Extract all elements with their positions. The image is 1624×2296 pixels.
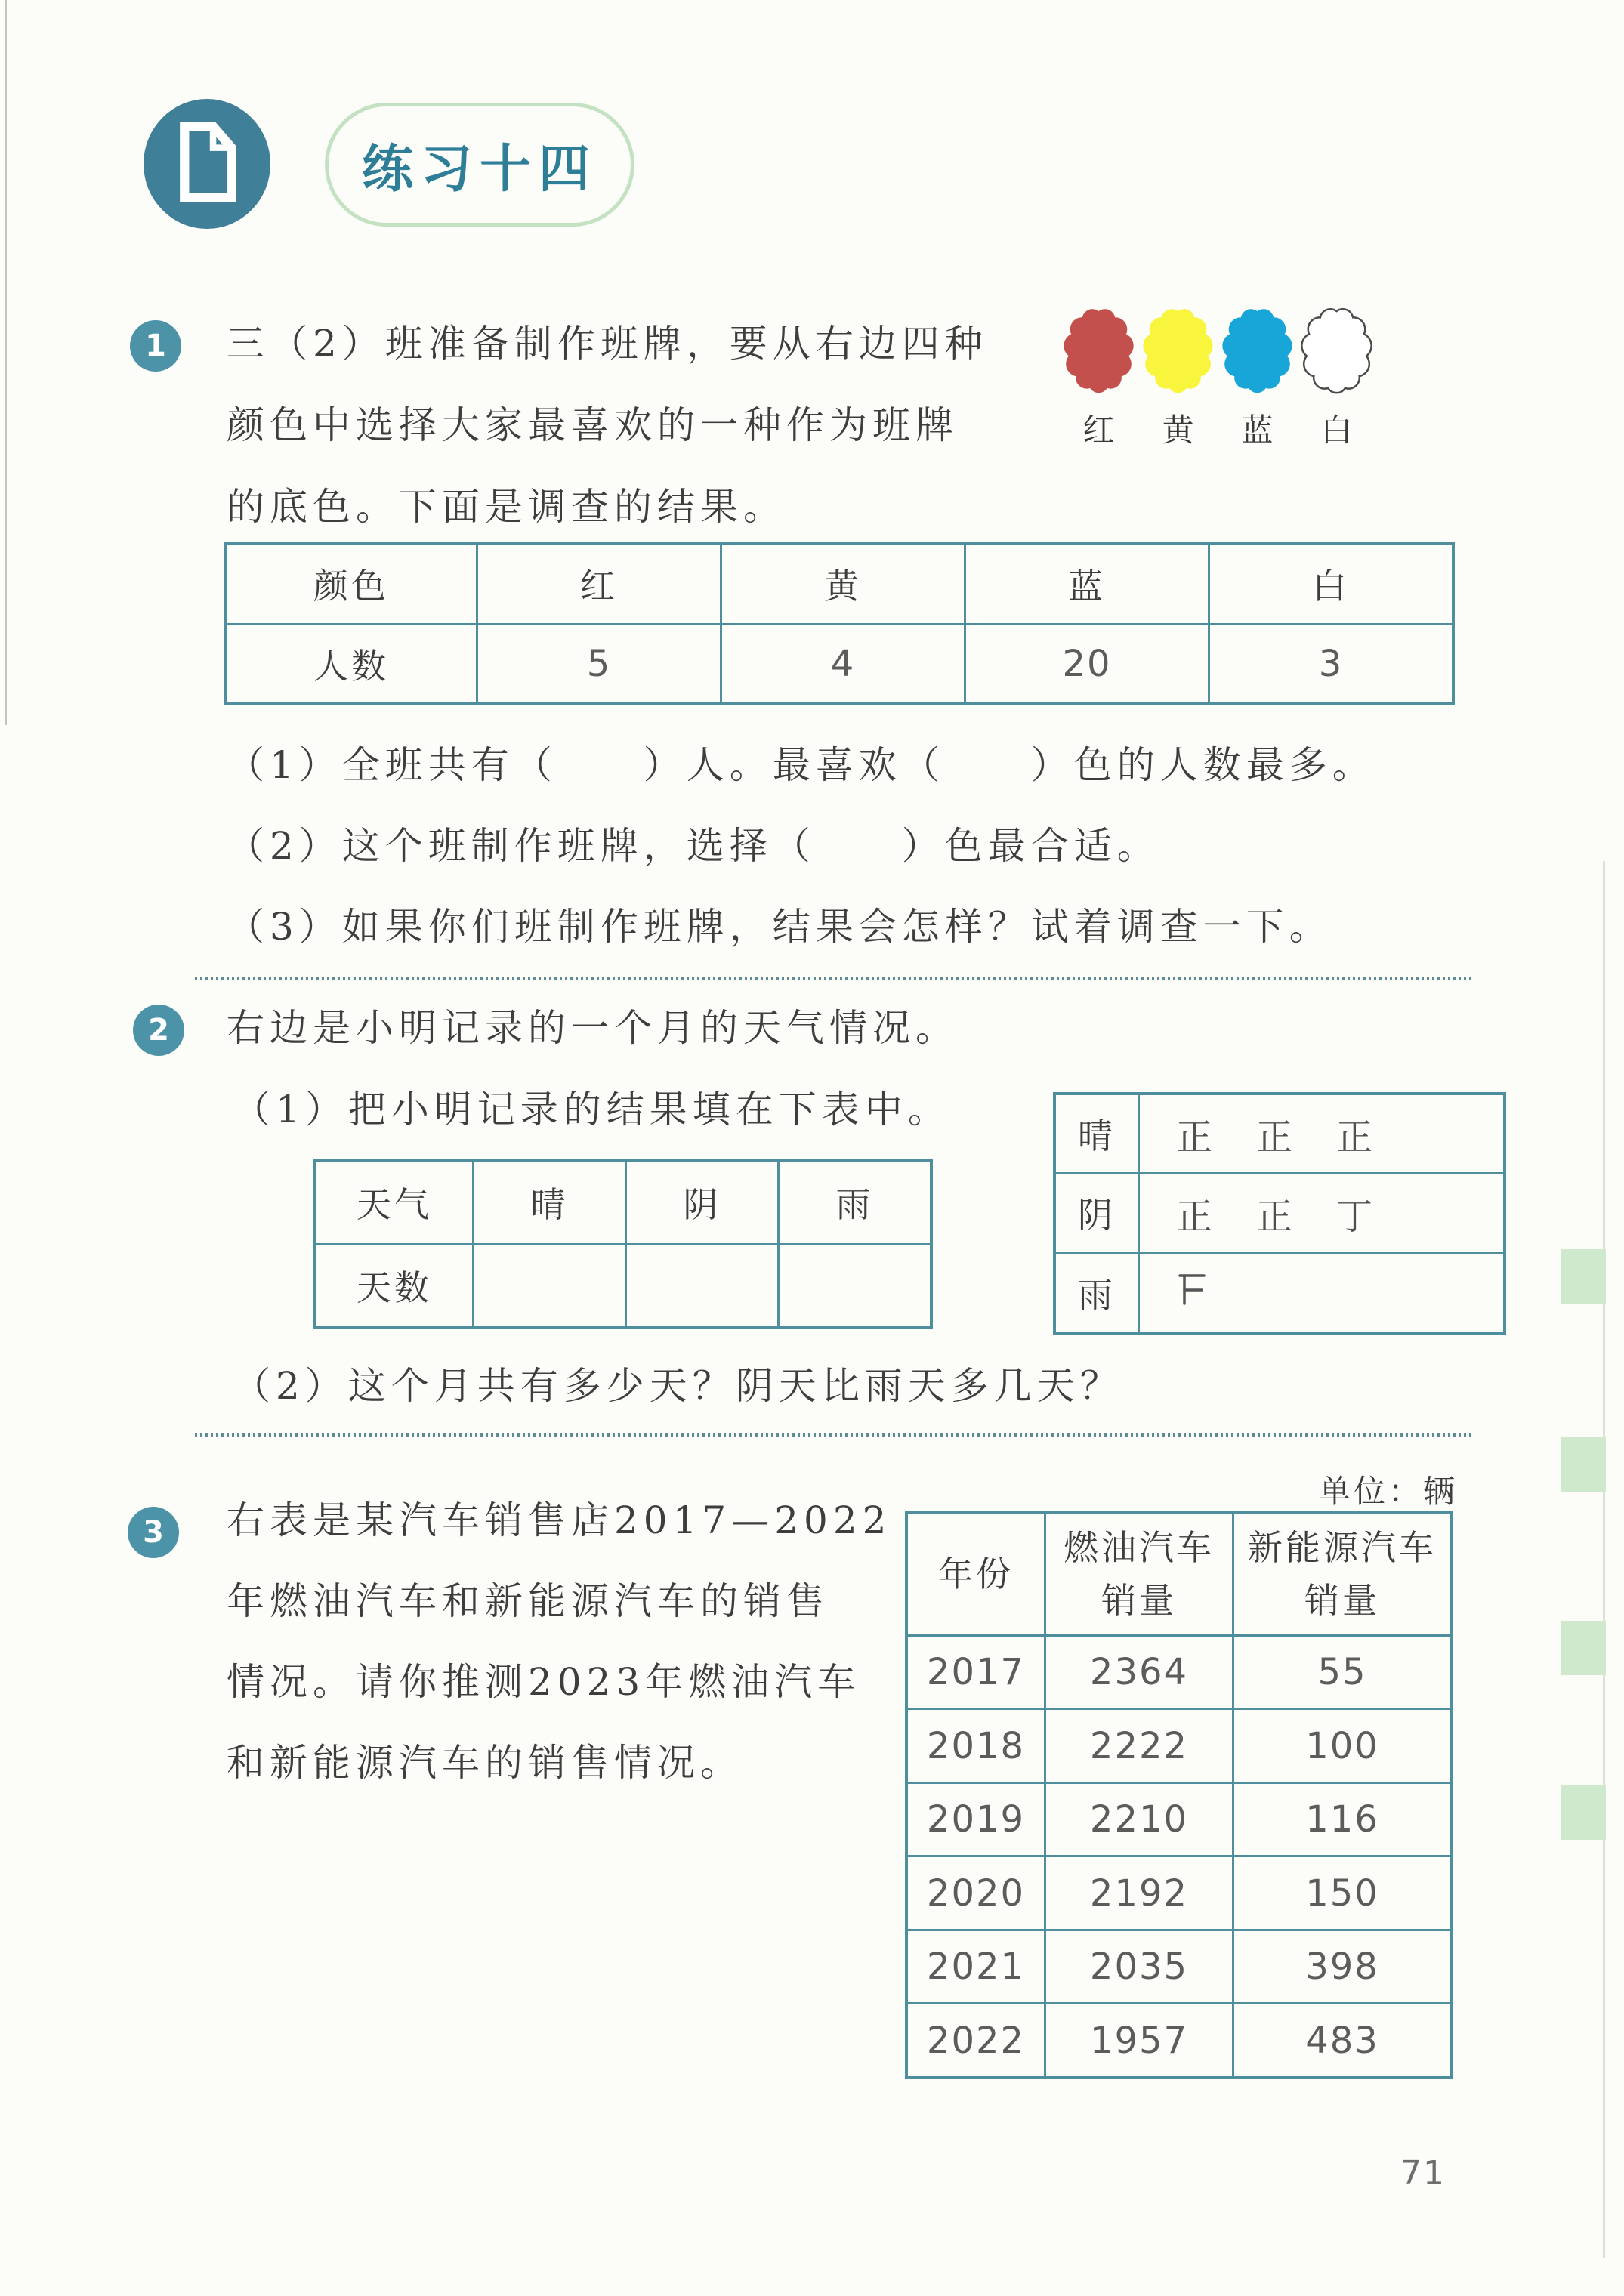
problem-3-number: 3 xyxy=(143,1515,164,1550)
sales-column-header xyxy=(908,1514,1044,1634)
sales-year-cell: 2021 xyxy=(908,1931,1044,2003)
sales-value-cell: 100 xyxy=(1234,1710,1450,1782)
tally-mark: 正 xyxy=(1256,1116,1293,1159)
sales-value-cell: 116 xyxy=(1234,1784,1450,1856)
sales-value-cell: 55 xyxy=(1234,1637,1450,1708)
sales-column-header-line: 销量 xyxy=(1101,1579,1177,1621)
tally-marks-cell xyxy=(1140,1174,1503,1251)
color-swatch-黄 xyxy=(1141,304,1215,451)
page-right-edge-line xyxy=(1603,861,1605,2258)
tally-marks-cell xyxy=(1140,1254,1503,1332)
tally-three-mark xyxy=(1176,1270,1206,1316)
sales-column-header xyxy=(1046,1514,1232,1634)
page-left-edge-line xyxy=(5,0,7,725)
section-edge-tab xyxy=(1561,1249,1606,1304)
survey-row-label: 颜色 xyxy=(227,545,476,623)
tally-row-label: 阴 xyxy=(1056,1174,1138,1251)
sales-column-header-line: 销量 xyxy=(1304,1579,1380,1621)
swatch-label: 白 xyxy=(1320,412,1353,449)
survey-header-cell: 红 xyxy=(478,545,720,623)
sales-year-cell: 2020 xyxy=(908,1857,1044,1929)
weather-count-table xyxy=(313,1159,933,1329)
flower-icon xyxy=(1141,304,1215,398)
sales-year-cell: 2022 xyxy=(908,2004,1044,2076)
exercise-title: 练习十四 xyxy=(361,138,597,199)
survey-value-cell: 4 xyxy=(722,625,964,703)
tally-mark: 正 xyxy=(1336,1116,1373,1159)
survey-row-label: 人数 xyxy=(227,625,476,703)
sales-value-cell: 2192 xyxy=(1046,1857,1232,1929)
color-swatch-白 xyxy=(1299,304,1374,451)
sales-year-cell: 2017 xyxy=(908,1637,1044,1708)
problem-1-badge xyxy=(130,320,181,372)
weather-empty-cell xyxy=(627,1245,777,1327)
problem-1-number: 1 xyxy=(145,329,166,363)
sales-value-cell: 2364 xyxy=(1046,1637,1232,1708)
section-divider-1 xyxy=(195,977,1473,980)
weather-row-label: 天数 xyxy=(316,1245,472,1327)
section-divider-2 xyxy=(195,1433,1473,1437)
weather-row-label: 天气 xyxy=(316,1162,472,1243)
problem-2-intro: 右边是小明记录的一个月的天气情况。 xyxy=(227,1006,959,1050)
problem-3-line-1: 右表是某汽车销售店2017—2022 xyxy=(227,1498,892,1542)
sales-value-cell: 2210 xyxy=(1046,1784,1232,1856)
swatch-label: 蓝 xyxy=(1241,412,1274,449)
sales-value-cell: 1957 xyxy=(1046,2004,1232,2076)
survey-value-cell: 5 xyxy=(478,625,720,703)
weather-header-cell: 阴 xyxy=(627,1162,777,1243)
tally-mark: 正 xyxy=(1256,1195,1293,1238)
sales-value-cell: 150 xyxy=(1234,1857,1450,1929)
swatch-label: 黄 xyxy=(1162,412,1194,449)
sales-year-cell: 2019 xyxy=(908,1784,1044,1856)
flower-icon xyxy=(1220,304,1295,398)
survey-value-cell: 3 xyxy=(1210,625,1452,703)
unit-note: 单位：辆 xyxy=(1318,1473,1458,1510)
section-edge-tab xyxy=(1561,1785,1606,1840)
weather-empty-cell xyxy=(474,1245,625,1327)
page-number: 71 xyxy=(1400,2154,1446,2193)
exercise-header-circle xyxy=(144,99,270,229)
sales-value-cell: 2222 xyxy=(1046,1710,1232,1782)
problem-1-line-3: 的底色。下面是调查的结果。 xyxy=(227,485,786,529)
weather-header-cell: 晴 xyxy=(474,1162,625,1243)
weather-empty-cell xyxy=(780,1245,930,1327)
section-edge-tab xyxy=(1561,1437,1606,1492)
car-sales-table xyxy=(905,1511,1453,2079)
problem-1-subquestion-3: （3）如果你们班制作班牌，结果会怎样？试着调查一下。 xyxy=(227,905,1332,949)
problem-2-badge xyxy=(133,1004,184,1056)
problem-1-line-2: 颜色中选择大家最喜欢的一种作为班牌 xyxy=(227,403,959,447)
sales-column-header xyxy=(1234,1514,1450,1634)
tally-mark: 丁 xyxy=(1336,1195,1373,1238)
survey-header-cell: 白 xyxy=(1210,545,1452,623)
swatch-label: 红 xyxy=(1082,412,1115,449)
sales-year-cell: 2018 xyxy=(908,1710,1044,1782)
flower-icon xyxy=(1061,304,1136,398)
problem-2-number: 2 xyxy=(148,1013,169,1048)
color-swatches xyxy=(1061,304,1374,451)
sales-value-cell: 398 xyxy=(1234,1931,1450,2003)
weather-header-cell: 雨 xyxy=(780,1162,930,1243)
problem-3-line-2: 年燃油汽车和新能源汽车的销售 xyxy=(227,1579,829,1623)
survey-header-cell: 黄 xyxy=(722,545,964,623)
problem-3-line-4: 和新能源汽车的销售情况。 xyxy=(227,1741,743,1785)
exercise-title-pill xyxy=(325,103,634,227)
sales-value-cell: 2035 xyxy=(1046,1931,1232,2003)
survey-value-cell: 20 xyxy=(966,625,1208,703)
color-swatch-红 xyxy=(1061,304,1136,451)
weather-tally-table xyxy=(1053,1092,1506,1335)
tally-mark: 正 xyxy=(1176,1195,1213,1238)
sales-column-header-line: 年份 xyxy=(938,1553,1014,1594)
problem-2-subquestion-1: （1）把小明记录的结果填在下表中。 xyxy=(233,1088,951,1131)
flower-icon xyxy=(1299,304,1374,398)
tally-mark: 正 xyxy=(1176,1116,1213,1159)
problem-1-subquestion-2: （2）这个班制作班牌，选择（ ）色最合适。 xyxy=(227,824,1160,868)
sales-column-header-line: 新能源汽车 xyxy=(1248,1526,1437,1568)
document-icon xyxy=(171,118,243,210)
survey-table xyxy=(224,542,1455,705)
color-swatch-蓝 xyxy=(1220,304,1295,451)
problem-1-subquestion-1: （1）全班共有（ ）人。最喜欢（ ）色的人数最多。 xyxy=(227,743,1375,787)
section-edge-tab xyxy=(1561,1621,1606,1675)
tally-row-label: 雨 xyxy=(1056,1254,1138,1332)
sales-column-header-line: 燃油汽车 xyxy=(1064,1526,1215,1568)
sales-value-cell: 483 xyxy=(1234,2004,1450,2076)
problem-1-line-1: 三（2）班准备制作班牌，要从右边四种 xyxy=(227,322,988,366)
problem-3-line-3: 情况。请你推测2023年燃油汽车 xyxy=(227,1660,861,1704)
problem-3-badge xyxy=(128,1507,179,1558)
problem-2-subquestion-2: （2）这个月共有多少天？阴天比雨天多几天？ xyxy=(233,1364,1123,1408)
tally-marks-cell xyxy=(1140,1095,1503,1172)
survey-header-cell: 蓝 xyxy=(966,545,1208,623)
tally-row-label: 晴 xyxy=(1056,1095,1138,1172)
